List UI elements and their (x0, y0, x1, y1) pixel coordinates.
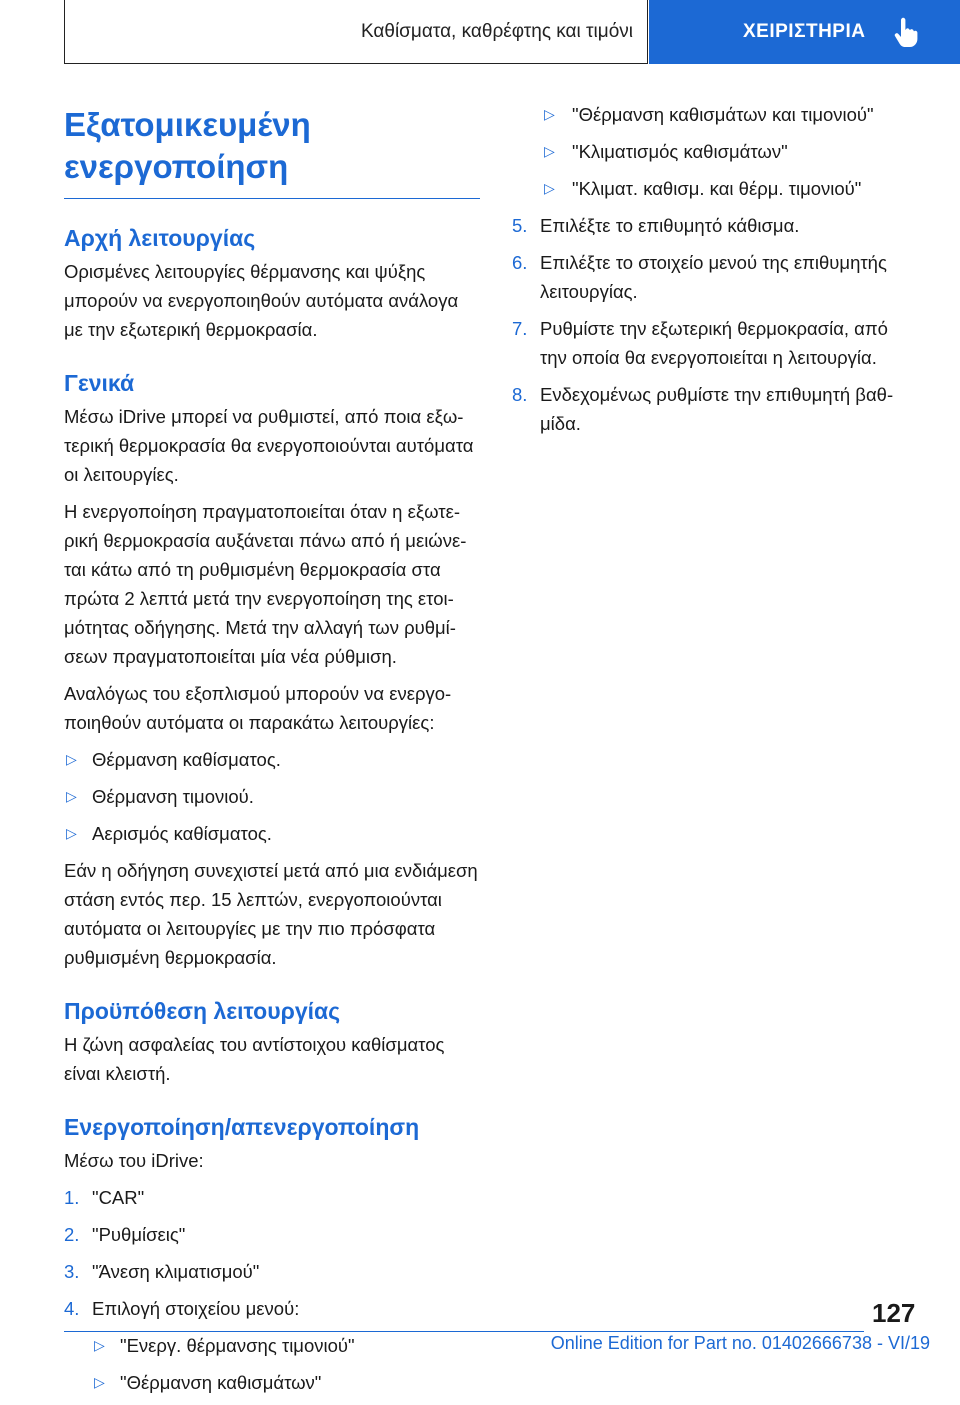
left-column (64, 96, 480, 1405)
page-title: Εξατομικευμένη ενεργοποίηση (64, 96, 480, 199)
hand-pointer-icon (894, 18, 918, 48)
footer-divider (64, 1331, 864, 1332)
steps-list-continued (512, 211, 912, 438)
list-item: ▷ "Θέρμανση καθισμάτων" (92, 1368, 480, 1397)
function-list (64, 745, 480, 848)
requirement-text: Η ζώνη ασφαλείας του αντίστοιχου καθίσματος είναι κλειστή. (64, 1034, 445, 1084)
triangle-bullet-icon: ▷ (544, 180, 555, 196)
steps-list (64, 1183, 480, 1397)
list-item: 1. "CAR" (64, 1187, 145, 1208)
list-item: ▷ "Θέρμανση καθισμάτων και τιμονιού" (512, 100, 912, 129)
page-number: 127 (872, 1298, 916, 1328)
list-item: ▷ Θέρμανση καθίσματος. (64, 745, 480, 774)
list-item: ▷ Αερισμός καθίσματος. (64, 819, 480, 848)
triangle-bullet-icon: ▷ (544, 143, 555, 159)
triangle-bullet-icon: ▷ (66, 788, 77, 804)
list-item: 6. Επιλέξτε το στοιχείο μενού της επιθυμητής λειτουργίας. (512, 252, 887, 302)
principle-text: Ορισμένες λειτουργίες θέρμανσης και ψύξης μπορούν να ενεργοποιηθούν αυτόματα ανάλογα με την εξωτερική θερμοκρασία. (64, 261, 459, 340)
general-paragraph-4: Εάν η οδήγηση συνεχιστεί μετά από μια ενδιάμεση στάση εντός περ. 15 λεπτών, ενεργοποιούνται αυτόματα οι λειτουργίες με την πιο πρόσφατα ρυθμισμένη θερμοκρασία. (64, 860, 478, 968)
general-paragraph-1: Μέσω iDrive μπορεί να ρυθμιστεί, από ποια εξωτερική θερμοκρασία θα ενεργοποιούνται αυτόματα οι λειτουργίες. (64, 406, 474, 485)
triangle-bullet-icon: ▷ (94, 1374, 105, 1390)
principle-heading: Αρχή λειτουργίας (64, 225, 256, 251)
activation-heading: Ενεργοποίηση/απενεργοποίηση (64, 1114, 420, 1140)
general-heading: Γενικά (64, 370, 135, 396)
list-item: ▷ Θέρμανση τιμονιού. (64, 782, 480, 811)
activation-intro: Μέσω του iDrive: (64, 1150, 204, 1171)
triangle-bullet-icon: ▷ (544, 106, 555, 122)
list-item: ▷ "Κλιματισμός καθισμάτων" (512, 137, 912, 166)
section-title: ΧΕΙΡΙΣΤΗΡΙΑ (743, 21, 866, 42)
triangle-bullet-icon: ▷ (66, 751, 77, 767)
list-item: 3. "Άνεση κλιματισμού" (64, 1261, 260, 1282)
list-item: 7. Ρυθμίστε την εξωτερική θερμοκρασία, από την οποία θα ενεργοποιείται η λειτουργία. (512, 318, 888, 368)
general-paragraph-2: Η ενεργοποίηση πραγματοποιείται όταν η εξωτερική θερμοκρασία αυξάνεται πάνω από ή μειώνεται κάτω από τη ρυθμισμένη θερμοκρασία στα πρώτα 2 λεπτά μετά την ενεργοποίηση της ετοιμότητας οδήγησης. Μετά την αλλαγή των ρυθμίσεων πραγματοποιείται μία νέα ρύθμιση. (64, 501, 467, 667)
section-header (649, 0, 960, 64)
list-item: ▷ "Ενεργ. θέρμανσης τιμονιού" (92, 1331, 480, 1360)
chapter-header (64, 0, 648, 64)
list-item: 4. Επιλογή στοιχείου μενού: ▷ "Ενεργ. θέρμανσης τιμονιού" ▷ "Θέρμανση καθισμάτων" (64, 1294, 480, 1397)
list-item: 8. Ενδεχομένως ρυθμίστε την επιθυμητή βαθμίδα. (512, 384, 894, 434)
requirement-heading: Προϋπόθεση λειτουργίας (64, 998, 341, 1024)
triangle-bullet-icon: ▷ (94, 1337, 105, 1353)
general-paragraph-3: Αναλόγως του εξοπλισμού μπορούν να ενεργοποιηθούν αυτόματα οι παρακάτω λειτουργίες: (64, 683, 452, 733)
list-item: 5. Επιλέξτε το επιθυμητό κάθισμα. (512, 215, 800, 236)
chapter-title: Καθίσματα, καθρέφτης και τιμόνι (360, 20, 633, 42)
triangle-bullet-icon: ▷ (66, 825, 77, 841)
menu-options-list-continued (512, 100, 912, 203)
list-item: ▷ "Κλιματ. καθισμ. και θέρμ. τιμονιού" (512, 174, 912, 203)
right-column (512, 100, 912, 446)
list-item: 2. "Ρυθμίσεις" (64, 1224, 186, 1245)
edition-footer: Online Edition for Part no. 01402666738 - VI/19 (550, 1333, 930, 1353)
